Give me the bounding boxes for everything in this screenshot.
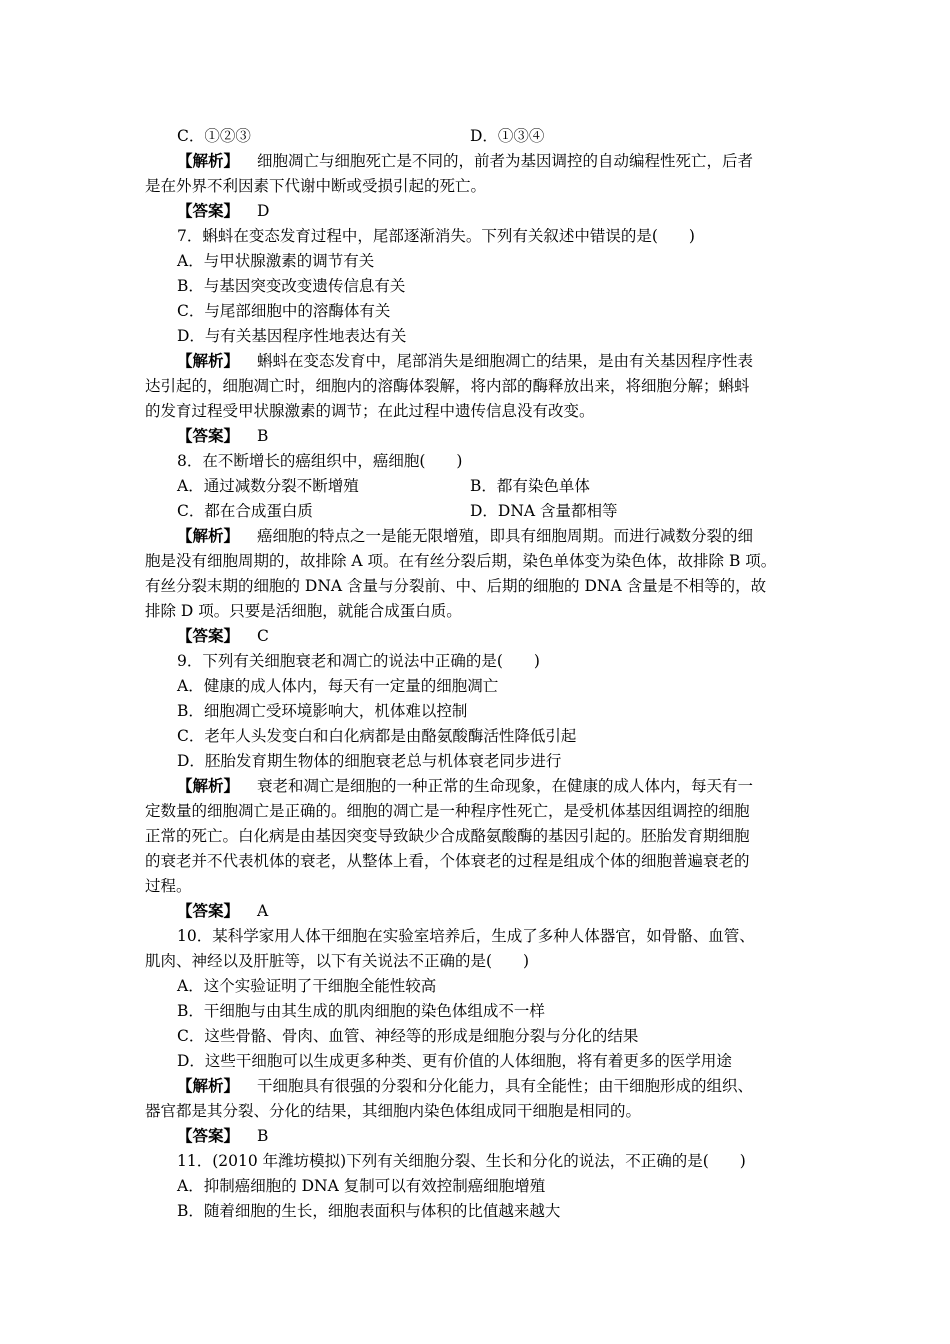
q6-answer	[177, 199, 847, 223]
q8-analysis-line-1	[177, 524, 847, 548]
q8-answer-value: C	[257, 627, 269, 645]
q7-answer-value: B	[257, 427, 269, 445]
q7-analysis-line-2: 达引起的，细胞凋亡时，细胞内的溶酶体裂解，将内部的酶释放出来，将细胞分解；蝌蚪	[145, 377, 750, 395]
q11-option-b: B．随着细胞的生长，细胞表面积与体积的比值越来越大	[177, 1202, 561, 1220]
q8-stem: 8．在不断增长的癌组织中，癌细胞( )	[177, 452, 463, 470]
q7-option-c: C．与尾部细胞中的溶酶体有关	[177, 302, 391, 320]
q6-option-d: D．①③④	[470, 127, 545, 145]
q8-option-a: A．通过减数分裂不断增殖	[177, 477, 359, 495]
q8-analysis-line-3: 有丝分裂末期的细胞的 DNA 含量与分裂前、中、后期的细胞的 DNA 含量是不相等的，故	[145, 577, 767, 595]
q7-analysis-text-1: 蝌蚪在变态发育中，尾部消失是细胞凋亡的结果，是由有关基因程序性表	[257, 352, 754, 370]
q7-option-a: A．与甲状腺激素的调节有关	[177, 252, 375, 270]
q11-option-a: A．抑制癌细胞的 DNA 复制可以有效控制癌细胞增殖	[177, 1177, 546, 1195]
q8-option-b: B．都有染色单体	[470, 477, 590, 495]
q9-analysis-line-1	[177, 774, 847, 798]
q9-option-a: A．健康的成人体内，每天有一定量的细胞凋亡	[177, 677, 499, 695]
q9-analysis-text-1: 衰老和凋亡是细胞的一种正常的生命现象，在健康的成人体内，每天有一	[257, 777, 754, 795]
q9-analysis-line-2: 定数量的细胞凋亡是正确的。细胞的凋亡是一种程序性死亡，是受机体基因组调控的细胞	[145, 802, 750, 820]
q9-option-b: B．细胞凋亡受环境影响大，机体难以控制	[177, 702, 468, 720]
q7-analysis-label: 【解析】	[177, 351, 240, 370]
q8-option-d: D．DNA 含量都相等	[470, 502, 618, 520]
q7-stem: 7．蝌蚪在变态发育过程中，尾部逐渐消失。下列有关叙述中错误的是( )	[177, 227, 695, 245]
q11-stem: 11．(2010 年潍坊模拟)下列有关细胞分裂、生长和分化的说法，不正确的是( )	[177, 1152, 746, 1170]
q10-answer	[177, 1124, 847, 1148]
q10-answer-label: 【答案】	[177, 1126, 240, 1145]
q8-answer-label: 【答案】	[177, 626, 240, 645]
q9-answer-value: A	[257, 902, 269, 920]
q10-option-a: A．这个实验证明了干细胞全能性较高	[177, 977, 437, 995]
q6-option-c: C．①②③	[177, 127, 251, 145]
q8-analysis-line-2: 胞是没有细胞周期的，故排除 A 项。在有丝分裂后期，染色单体变为染色体，故排除 B 项。	[145, 552, 777, 570]
q7-option-b: B．与基因突变改变遗传信息有关	[177, 277, 406, 295]
q9-answer	[177, 899, 847, 923]
q8-options-row-2	[177, 499, 847, 523]
q6-analysis-line-1	[177, 149, 847, 173]
q9-analysis-line-4: 的衰老并不代表机体的衰老，从整体上看，个体衰老的过程是组成个体的细胞普遍衰老的	[145, 852, 750, 870]
q7-analysis-line-1	[177, 349, 847, 373]
q6-analysis-text-1: 细胞凋亡与细胞死亡是不同的，前者为基因调控的自动编程性死亡，后者	[257, 152, 754, 170]
q8-analysis-text-1: 癌细胞的特点之一是能无限增殖，即具有细胞周期。而进行减数分裂的细	[257, 527, 754, 545]
q9-option-d: D．胚胎发育期生物体的细胞衰老总与机体衰老同步进行	[177, 752, 562, 770]
q7-answer-label: 【答案】	[177, 426, 240, 445]
q7-option-d: D．与有关基因程序性地表达有关	[177, 327, 407, 345]
q9-analysis-line-3: 正常的死亡。白化病是由基因突变导致缺少合成酪氨酸酶的基因引起的。胚胎发育期细胞	[145, 827, 750, 845]
q8-analysis-line-4: 排除 D 项。只要是活细胞，就能合成蛋白质。	[145, 602, 462, 620]
q10-analysis-line-2: 器官都是其分裂、分化的结果，其细胞内染色体组成同干细胞是相同的。	[145, 1102, 642, 1120]
q7-analysis-line-3: 的发育过程受甲状腺激素的调节；在此过程中遗传信息没有改变。	[145, 402, 595, 420]
q10-option-b: B．干细胞与由其生成的肌肉细胞的染色体组成不一样	[177, 1002, 545, 1020]
q6-analysis-line-2: 是在外界不利因素下代谢中断或受损引起的死亡。	[145, 177, 487, 195]
q10-option-c: C．这些骨骼、骨肉、血管、神经等的形成是细胞分裂与分化的结果	[177, 1027, 639, 1045]
q8-answer	[177, 624, 847, 648]
q10-option-d: D．这些干细胞可以生成更多种类、更有价值的人体细胞，将有着更多的医学用途	[177, 1052, 732, 1070]
q8-option-c: C．都在合成蛋白质	[177, 502, 313, 520]
q10-stem-line-1: 10．某科学家用人体干细胞在实验室培养后，生成了多种人体器官，如骨骼、血管、	[177, 927, 755, 945]
q8-options-row-1	[177, 474, 847, 498]
q9-answer-label: 【答案】	[177, 901, 240, 920]
q9-option-c: C．老年人头发变白和白化病都是由酪氨酸酶活性降低引起	[177, 727, 577, 745]
q10-stem-line-2: 肌肉、神经以及肝脏等，以下有关说法不正确的是( )	[145, 952, 530, 970]
q10-answer-value: B	[257, 1127, 269, 1145]
q10-analysis-line-1	[177, 1074, 847, 1098]
q6-answer-label: 【答案】	[177, 201, 240, 220]
q10-analysis-text-1: 干细胞具有很强的分裂和分化能力，具有全能性；由干细胞形成的组织、	[257, 1077, 754, 1095]
q9-stem: 9．下列有关细胞衰老和凋亡的说法中正确的是( )	[177, 652, 540, 670]
q9-analysis-label: 【解析】	[177, 776, 240, 795]
q7-answer	[177, 424, 847, 448]
q9-analysis-line-5: 过程。	[145, 877, 192, 895]
q8-analysis-label: 【解析】	[177, 526, 240, 545]
q6-analysis-label: 【解析】	[177, 151, 240, 170]
q6-answer-value: D	[257, 202, 270, 220]
q10-analysis-label: 【解析】	[177, 1076, 240, 1095]
q6-options-row	[177, 124, 847, 148]
